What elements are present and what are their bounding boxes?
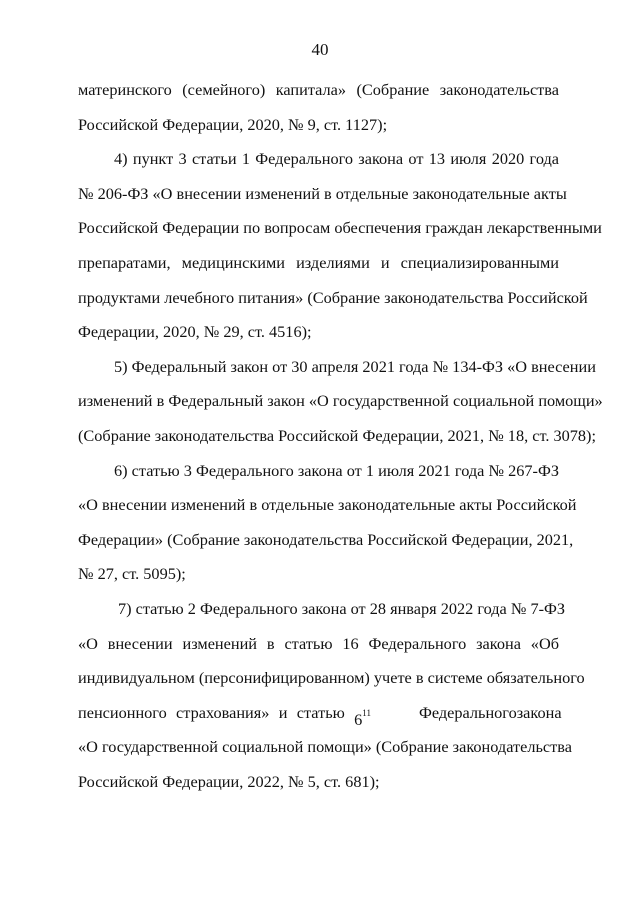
text-fragment: [419, 696, 562, 731]
text-line: продуктами лечебного питания» (Собрание законодательства Российской: [78, 287, 588, 307]
text-line: «О внесении изменений в статью 16 Федерального закона «Об: [78, 633, 559, 653]
text-line-with-superscript: [78, 696, 562, 731]
text-line: индивидуальном (персонифицированном) учете в системе обязательного: [78, 668, 585, 688]
word-zakona: закона: [516, 702, 562, 722]
text-line: «О внесении изменений в отдельные законодательные акты Российской: [78, 495, 577, 515]
list-item-6-line: 6) статью 3 Федерального закона от 1 июля 2021 года № 267-ФЗ: [114, 460, 559, 480]
text-line: № 206-ФЗ «О внесении изменений в отдельные законодательные акты: [78, 183, 567, 203]
superscript-11: 11: [362, 707, 371, 718]
text-line: «О государственной социальной помощи» (Собрание законодательства: [78, 737, 572, 757]
text-line: материнского (семейного) капитала» (Собрание законодательства: [78, 80, 559, 99]
text-line: Российской Федерации, 2022, № 5, ст. 681);: [78, 771, 380, 791]
document-body: [78, 73, 603, 799]
text-line: Российской Федерации, 2020, № 9, ст. 1127);: [78, 114, 388, 134]
list-item-7-line: 7) статью 2 Федерального закона от 28 января 2022 года № 7-ФЗ: [118, 598, 566, 618]
text-line: № 27, ст. 5095);: [78, 564, 186, 584]
text-line: изменений в Федеральный закон «О государственной социальной помощи»: [78, 391, 603, 411]
text-line: Федерации, 2020, № 29, ст. 4516);: [78, 322, 312, 342]
text-fragment: [78, 696, 371, 731]
word-i: и: [278, 702, 288, 722]
word-federalnogo: Федерального: [419, 702, 517, 722]
word-strahovaniya: страхования»: [176, 702, 270, 722]
article-number: $6^{11}$: [354, 707, 371, 729]
text-line: Российской Федерации по вопросам обеспечения граждан лекарственными: [78, 218, 602, 238]
text-line: Федерации» (Собрание законодательства Российской Федерации, 2021,: [78, 529, 574, 549]
list-item-5-line: 5) Федеральный закон от 30 апреля 2021 года № 134-ФЗ «О внесении: [114, 356, 596, 376]
text-line: препаратами, медицинскими изделиями и специализированными: [78, 252, 559, 272]
page-number: 40: [311, 40, 329, 59]
list-item-4-line: 4) пункт 3 статьи 1 Федерального закона от 13 июля 2020 года: [114, 149, 559, 169]
text-line: (Собрание законодательства Российской Федерации, 2021, № 18, ст. 3078);: [78, 425, 596, 445]
word-statyu: статью: [296, 702, 345, 722]
word-pensionnogo: пенсионного: [78, 702, 167, 722]
